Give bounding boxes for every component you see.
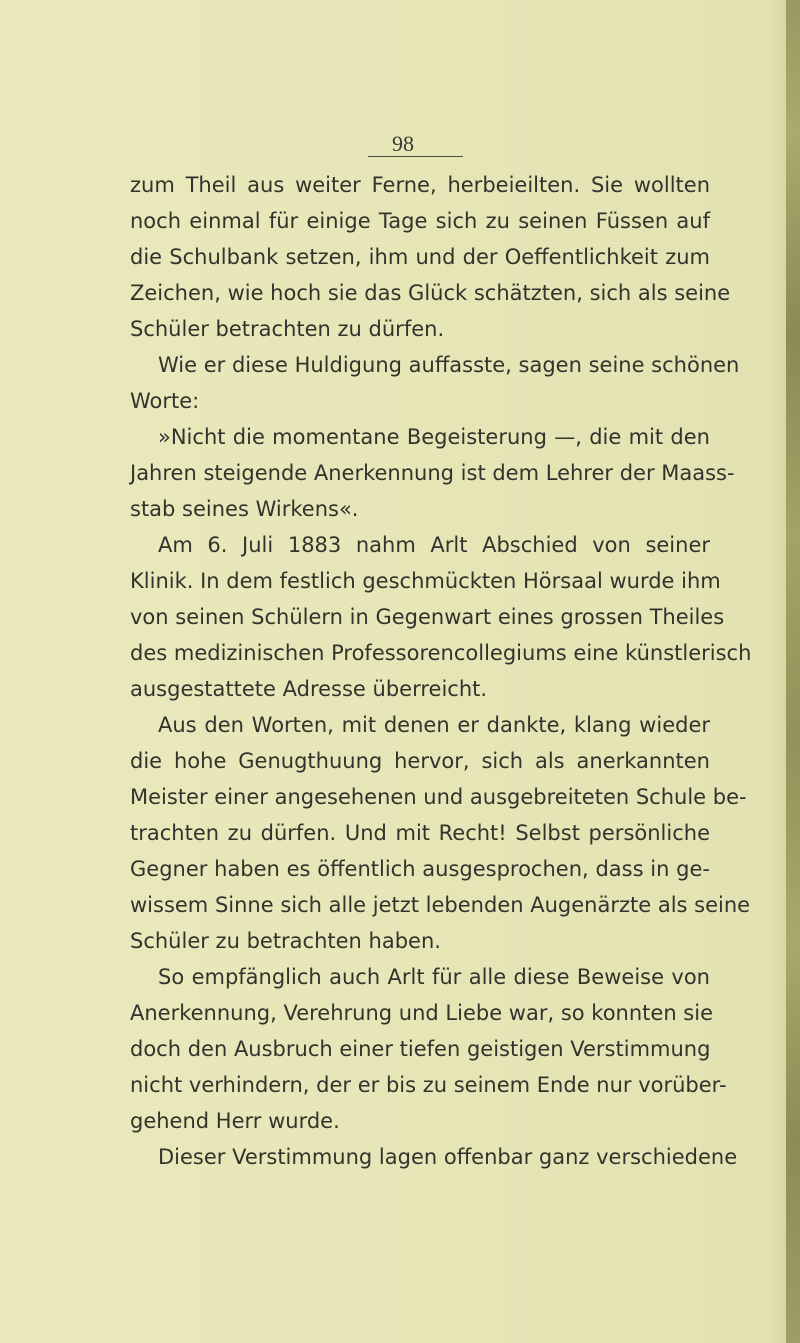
text-line: Gegner haben es öffentlich ausgesprochen, dass in ge- <box>130 857 710 881</box>
text-line: »Nicht die momentane Begeisterung —, die mit den <box>158 425 710 449</box>
text-line: Schüler zu betrachten haben. <box>130 929 441 953</box>
text-line: So empfänglich auch Arlt für alle diese Beweise von <box>158 965 710 989</box>
text-line: zum Theil aus weiter Ferne, herbeieilten. Sie wollten <box>130 173 710 197</box>
text-line: des medizinischen Professorencollegiums eine künstlerisch <box>130 641 752 665</box>
text-line: gehend Herr wurde. <box>130 1109 340 1133</box>
text-line: Schüler betrachten zu dürfen. <box>130 317 445 341</box>
text-line: Worte: <box>130 389 200 413</box>
page-number: 98 <box>392 131 414 156</box>
text-line: wissem Sinne sich alle jetzt lebenden Augenärzte als seine <box>130 893 751 917</box>
text-line: Zeichen, wie hoch sie das Glück schätzten, sich als seine <box>130 281 731 305</box>
text-line: ausgestattete Adresse überreicht. <box>130 677 488 701</box>
text-line: von seinen Schülern in Gegenwart eines grossen Theiles <box>130 605 725 629</box>
text-line: trachten zu dürfen. Und mit Recht! Selbst persönliche <box>130 821 710 845</box>
body-text <box>0 167 800 1169</box>
text-line: stab seines Wirkens«. <box>130 497 359 521</box>
text-line: Anerkennung, Verehrung und Liebe war, so konnten sie <box>130 1001 714 1025</box>
text-line: Aus den Worten, mit denen er dankte, klang wieder <box>158 713 710 737</box>
text-line: Klinik. In dem festlich geschmückten Hörsaal wurde ihm <box>130 569 721 593</box>
text-line: die Schulbank setzen, ihm und der Oeffentlichkeit zum <box>130 245 710 269</box>
text-line: doch den Ausbruch einer tiefen geistigen Verstimmung <box>130 1037 711 1061</box>
text-line: die hohe Genugthuung hervor, sich als anerkannten <box>130 749 710 773</box>
text-line: Dieser Verstimmung lagen offenbar ganz verschiedene <box>158 1145 738 1169</box>
text-line: Wie er diese Huldigung auffasste, sagen seine schönen <box>158 353 740 377</box>
text-line: noch einmal für einige Tage sich zu seinen Füssen auf <box>130 209 710 233</box>
text-line: Am 6. Juli 1883 nahm Arlt Abschied von seiner <box>158 533 710 557</box>
text-line: Meister einer angesehenen und ausgebreiteten Schule be- <box>130 785 747 809</box>
text-line: nicht verhindern, der er bis zu seinem Ende nur vorüber- <box>130 1073 727 1097</box>
page-number-rule <box>368 156 463 157</box>
text-line: Jahren steigende Anerkennung ist dem Lehrer der Maass- <box>130 461 735 485</box>
